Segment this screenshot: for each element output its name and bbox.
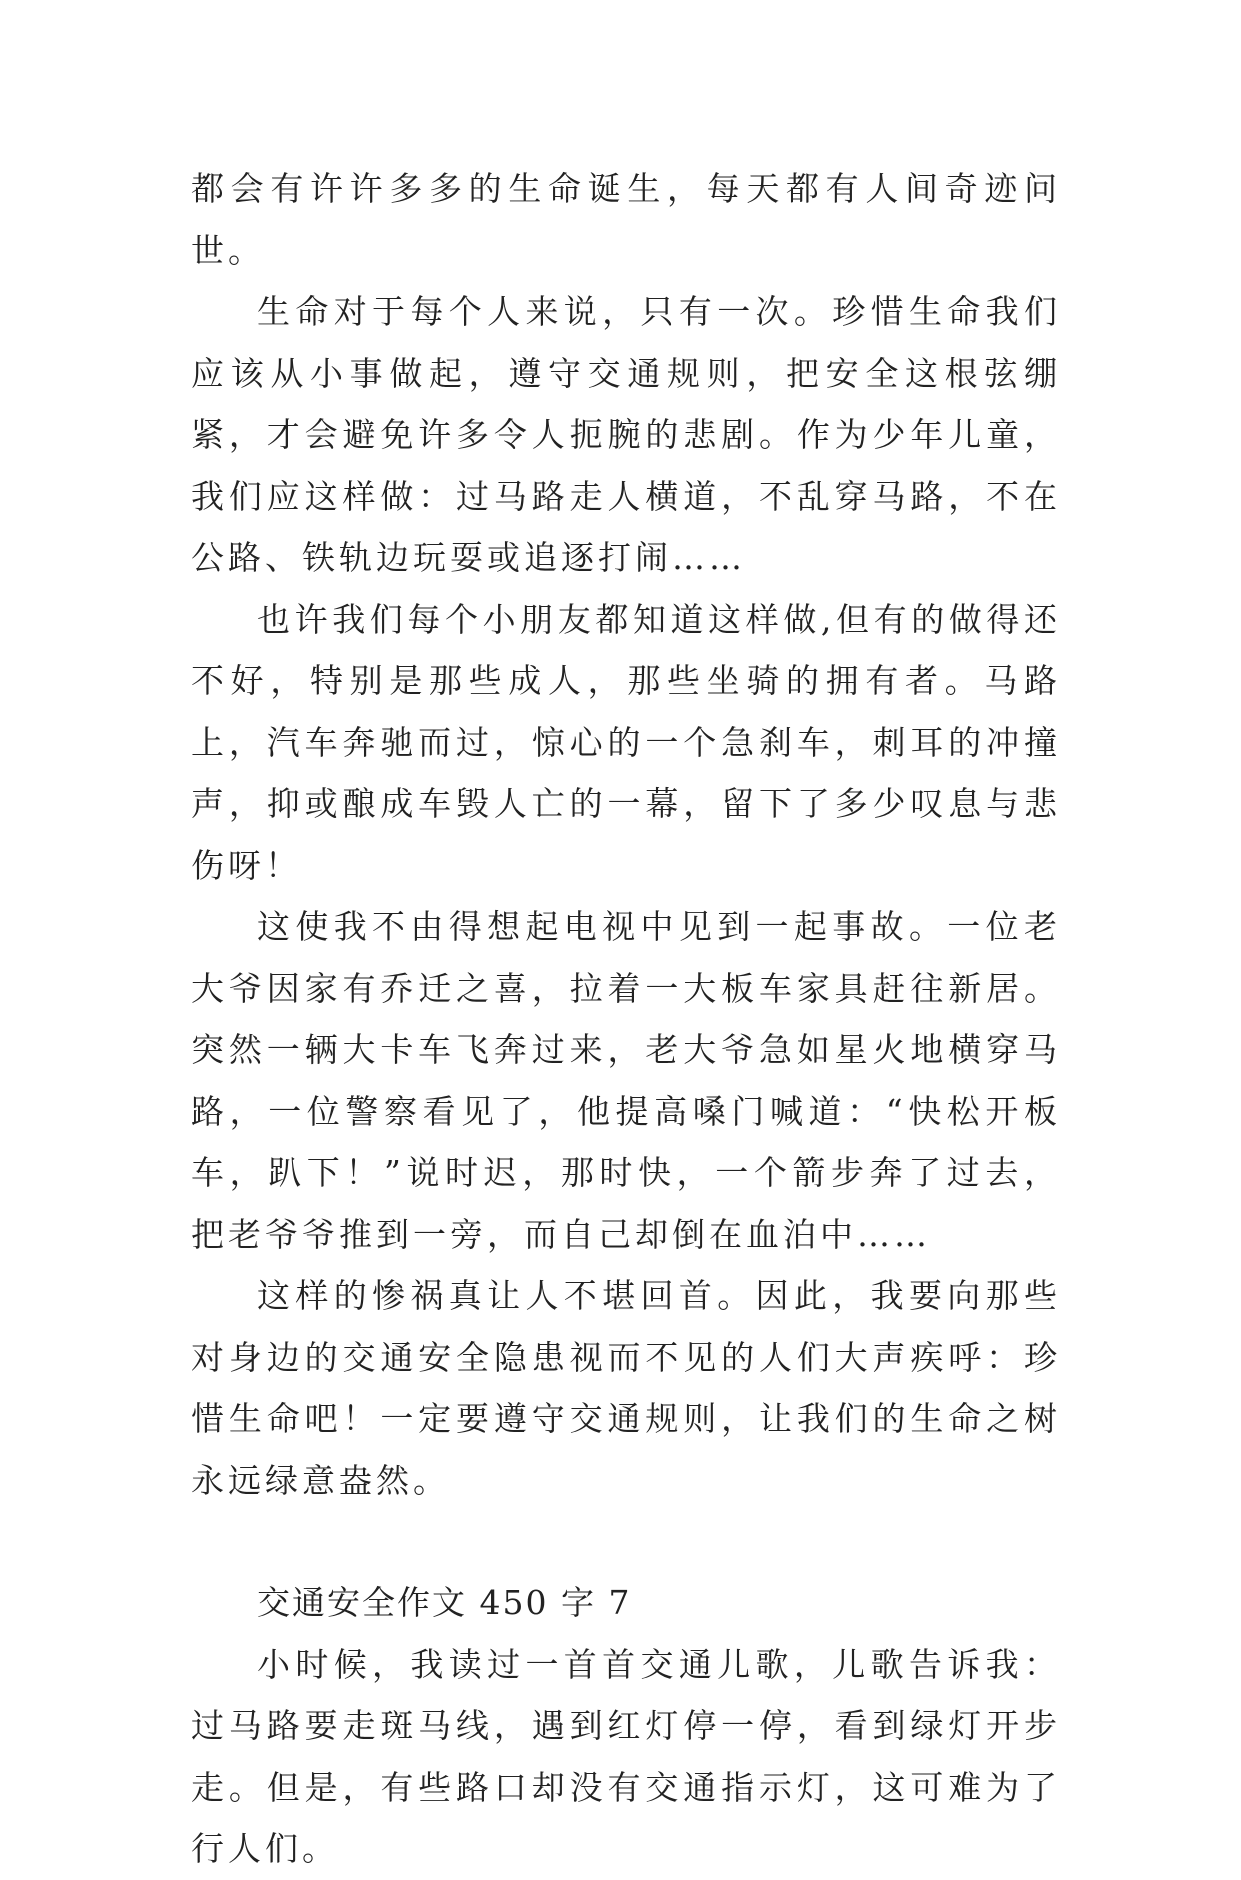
document-body xyxy=(191,158,1061,1880)
section-spacer xyxy=(191,1511,1061,1572)
paragraph: 这使我不由得想起电视中见到一起事故。一位老大爷因家有乔迁之喜，拉着一大板车家具赶往新居。突然一辆大卡车飞奔过来，老大爷急如星火地横穿马路，一位警察看见了，他提高嗓门喊道：“快松开板车，趴下！”说时迟，那时快，一个箭步奔了过去，把老爷爷推到一旁，而自己却倒在血泊中…… xyxy=(191,907,1061,1254)
paragraph: 也许我们每个小朋友都知道这样做,但有的做得还不好，特别是那些成人，那些坐骑的拥有者。马路上，汽车奔驰而过，惊心的一个急刹车，刺耳的冲撞声，抑或酿成车毁人亡的一幕，留下了多少叹息与悲伤呀！ xyxy=(191,599,1061,885)
paragraph: 生命对于每个人来说，只有一次。珍惜生命我们应该从小事做起，遵守交通规则，把安全这根弦绷紧，才会避免许多令人扼腕的悲剧。作为少年儿童，我们应这样做：过马路走人横道，不乱穿马路，不在公路、铁轨边玩耍或追逐打闹…… xyxy=(191,292,1061,577)
paragraph: 这样的惨祸真让人不堪回首。因此，我要向那些对身边的交通安全隐患视而不见的人们大声疾呼：珍惜生命吧！一定要遵守交通规则，让我们的生命之树永远绿意盎然。 xyxy=(191,1276,1061,1500)
section-heading: 交通安全作文 450 字 7 xyxy=(257,1583,632,1622)
paragraph: 小时候，我读过一首首交通儿歌，儿歌告诉我：过马路要走斑马线，遇到红灯停一停，看到绿灯开步走。但是，有些路口却没有交通指示灯，这可难为了行人们。 xyxy=(191,1644,1061,1868)
paragraph-continuation: 都会有许许多多的生命诞生，每天都有人间奇迹问世。 xyxy=(191,169,1061,270)
